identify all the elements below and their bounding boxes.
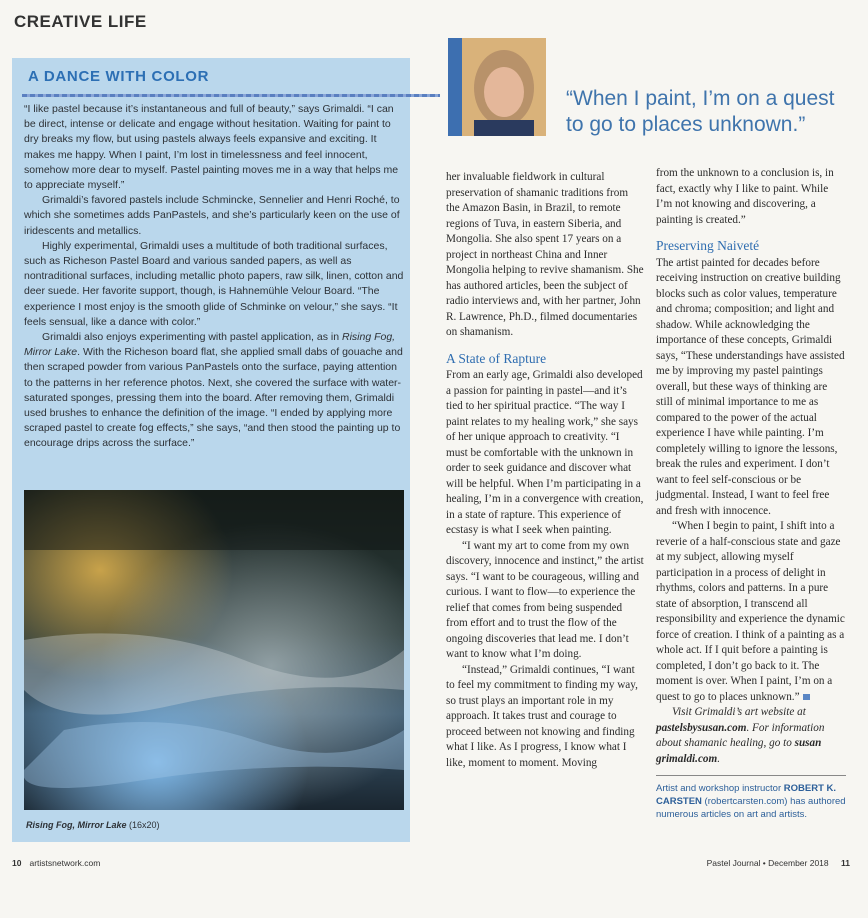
sidebar-paragraph: Highly experimental, Grimaldi uses a multitude of both traditional surfaces, such as Richeson Pastel Board and various sanded papers, as well as nontraditional surfaces, including metallic photo papers, raw silk, linen, cotton and deer suede. Her favorite support, though, is Hahnemühle Velour Board. “The experience I most enjoy is the smooth glide of Schminke on velour,” she says. “It feels sensual, like a dance with color.” [24, 239, 404, 328]
sidebar-title: A DANCE WITH COLOR [28, 68, 210, 85]
divider [656, 775, 846, 776]
article-column-2 [656, 166, 846, 821]
body-paragraph: The artist painted for decades before receiving instruction on creative building blocks such as color values, temperature and chroma; composition; and light and shadow. While acknowledging the importance of these concepts, Grimaldi says, “These understandings have assisted me by improving my pastel paintings overall, but these ways of thinking are still of minimal importance to me as compared to the power of the actual experience I have while painting. I’m completely willing to ignore the lessons, break the rules and experiment. I don’t want to feel self-conscious or be judgmental. Instead, I want to feel free and fresh with innocence. [656, 256, 845, 517]
website-link[interactable]: susan grimaldi.com [656, 737, 822, 765]
body-paragraph: “Instead,” Grimaldi continues, “I want to feel my commitment to finding my way, so trust plays an important role in my approach. It takes trust and courage to proceed between not knowing and finding what I like. As I progress, I know what I like, moment to moment. Moving [446, 663, 638, 769]
page-number: 10 [12, 858, 22, 868]
end-square-icon [803, 694, 810, 700]
footer-left [12, 858, 100, 868]
website-link[interactable]: pastelsbysusan.com [656, 721, 747, 734]
body-paragraph: “When I begin to paint, I shift into a reverie of a half-conscious state and gaze at my subject, allowing myself participation in a process of delight in rhythms, colors and patterns. In a pure state of absorption, I transcend all responsibility and experience the dynamic force of creation. I think of a painting as a whole act. If I quit before a painting is completed, I don’t go back to it. The moment is over. When I paint, I’m on a quest to go to places unknown.” [656, 520, 845, 703]
title-underline [22, 94, 440, 97]
painting-image [24, 490, 404, 810]
footer-publication: Pastel Journal • December 2018 [706, 858, 829, 868]
sidebar-paragraph: Grimaldi also enjoys experimenting with pastel application, as in Rising Fog, Mirror Lake. With the Richeson board flat, she applied small dabs of gouache and then scraped powder from various PanPastels onto the surface, paying attention to the patterns in her reference photos. Next, she covered the surface with water-saturated sponges, pressing them into the board. After removing them, Grimaldi used brushes to enhance the definition of the image. “I ended by applying more scraped pastel to create fog effects,” she says, “and then stood the painting up to encourage drips across the surface.” [24, 331, 403, 450]
sidebar-paragraph: Grimaldi’s favored pastels include Schmincke, Sennelier and Henri Roché, to which she sometimes adds PanPastels, and she’s particularly keen on the use of iridescents and metallics. [24, 194, 400, 237]
footer-right [707, 858, 850, 868]
footer-site: artistsnetwork.com [29, 858, 101, 868]
author-photo [448, 38, 546, 136]
author-bio: Artist and workshop instructor ROBERT K. CARSTEN (robertcarsten.com) has authored numerous articles on art and artists. [656, 783, 846, 820]
body-paragraph: from the unknown to a conclusion is, in fact, exactly why I like to paint. While I’m not knowing and discovering, a painting is created.” [656, 167, 834, 226]
visit-note: Visit Grimaldi’s art website at pastelsbysusan.com. For information about shamanic healing, go to susan grimaldi.com. [656, 706, 825, 765]
artwork-title: Rising Fog, Mirror Lake [24, 331, 396, 359]
subheading: A State of Rapture [446, 350, 547, 366]
article-column-1 [446, 170, 644, 771]
sidebar-paragraph: “I like pastel because it’s instantaneous and full of beauty,” says Grimaldi. “I can be direct, intense or delicate and engage without hesitation. Waiting for paint to dry breaks my flow, but using pastels always feels expansive and exciting. It makes me happy. When I paint, I’m lost in timelessness and feel innocent, somehow more dear to myself. Pastel painting moves me in a way that helps me to appreciate myself.” [24, 103, 399, 192]
body-paragraph: her invaluable fieldwork in cultural preservation of shamanic traditions from the Amazon Basin, in Brazil, to remote regions of Tuva, in eastern Siberia, and Mongolia. She also spent 17 years on a project in northeast China and Inner Mongolia helping to revive shamanism. She has authored articles, been the subject of radio interviews and, with her partner, John R. Lawrence, Ph.D., filmed documentaries on shamanism. [446, 171, 644, 338]
sidebar-box [12, 58, 410, 842]
pull-quote: “When I paint, I’m on a quest to go to places unknown.” [566, 87, 835, 136]
section-heading: CREATIVE LIFE [14, 12, 147, 31]
body-paragraph: “I want my art to come from my own discovery, innocence and instinct,” the artist says. “I want to be courageous, willing and curious. I want to flow—to experience the relief that comes from being suspended from effort and to trust the flow of the ongoing discoveries that lead me. I don’t want to know what I’m doing. [446, 539, 644, 660]
subheading: Preserving Naiveté [656, 238, 760, 253]
page-number: 11 [841, 858, 850, 868]
painting-caption: Rising Fog, Mirror Lake (16x20) [26, 820, 160, 830]
body-paragraph: From an early age, Grimaldi also developed a passion for painting in pastel—and it’s tied to her spiritual practice. “The way I paint relates to my healing work,” she says of her unique approach to creativity. “I must be comfortable with the unknown in order to seek guidance and discover what will be helpful. When I’m participating in a healing, I’m in a convergence with creation, in a state of rapture. This experience of ecstasy is what I seek when painting. [446, 369, 644, 536]
sidebar-text [24, 102, 406, 452]
